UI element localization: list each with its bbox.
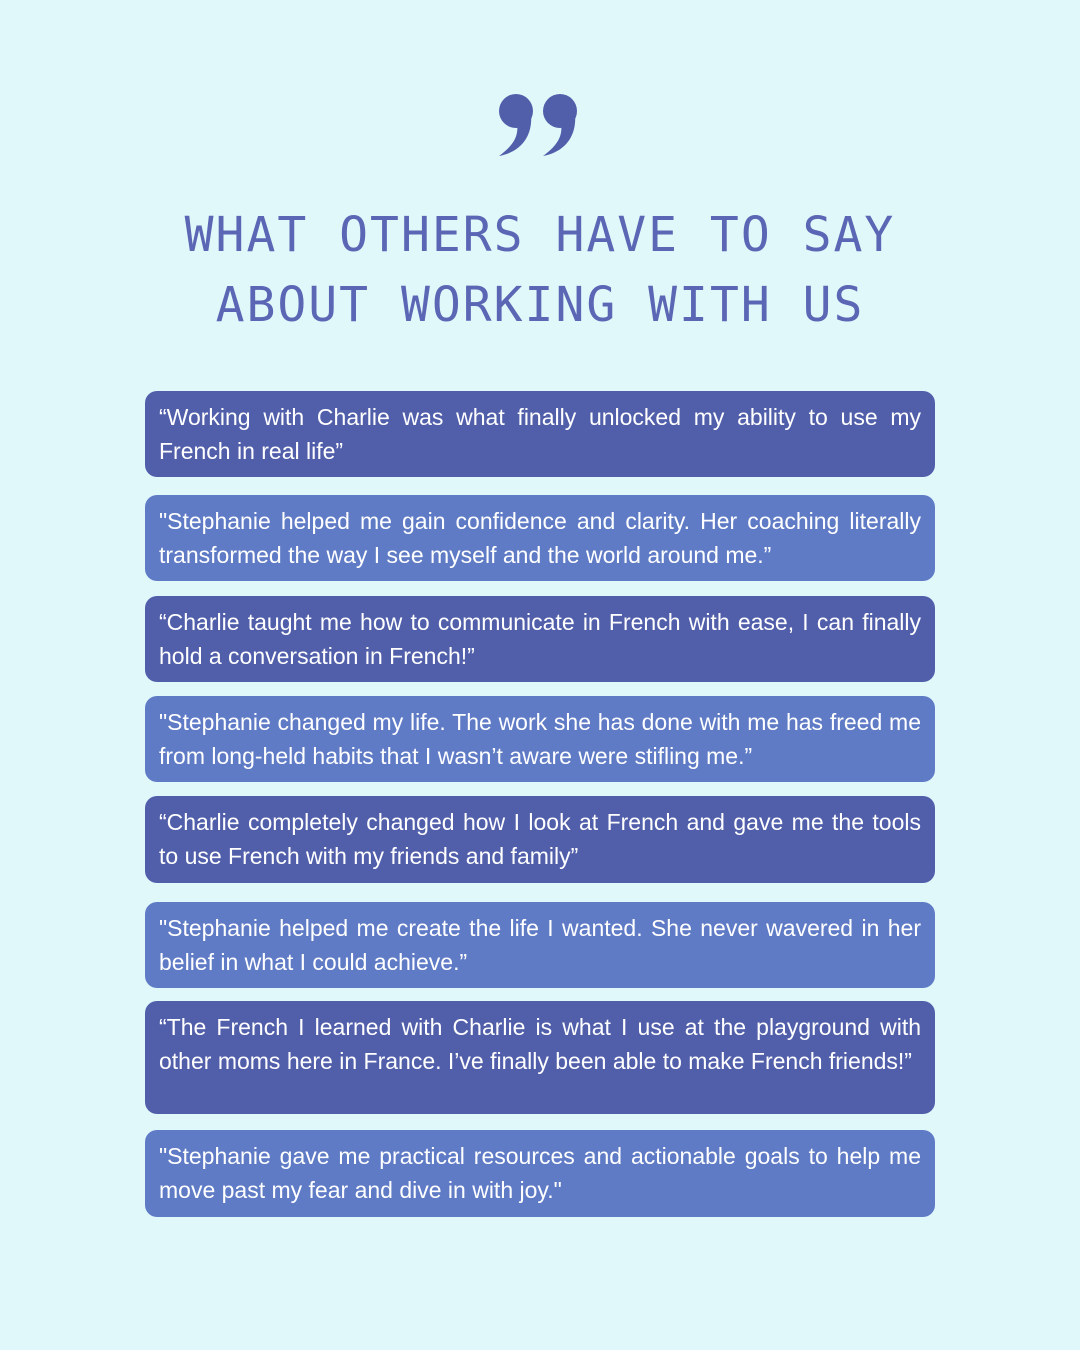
title-line-2: ABOUT WORKING WITH US bbox=[215, 277, 865, 333]
quotation-mark-icon bbox=[0, 92, 1080, 158]
testimonial-card: "Stephanie gave me practical resources and actionable goals to help me move past my fear and dive in with joy." bbox=[145, 1130, 935, 1217]
title-line-1: WHAT OTHERS HAVE TO SAY bbox=[184, 207, 896, 263]
testimonial-card: “Charlie completely changed how I look at French and gave me the tools to use French with my friends and family” bbox=[145, 796, 935, 883]
testimonial-card: “Charlie taught me how to communicate in French with ease, I can finally hold a conversation in French!” bbox=[145, 596, 935, 682]
page-title bbox=[0, 200, 1080, 340]
testimonial-card: “Working with Charlie was what finally unlocked my ability to use my French in real life” bbox=[145, 391, 935, 477]
testimonial-card: "Stephanie changed my life. The work she has done with me has freed me from long-held habits that I wasn’t aware were stifling me.” bbox=[145, 696, 935, 782]
testimonial-card: “The French I learned with Charlie is what I use at the playground with other moms here in France. I’ve finally been able to make French friends!” bbox=[145, 1001, 935, 1114]
testimonial-card: "Stephanie helped me gain confidence and clarity. Her coaching literally transformed the way I see myself and the world around me.” bbox=[145, 495, 935, 581]
testimonial-card: "Stephanie helped me create the life I wanted. She never wavered in her belief in what I could achieve.” bbox=[145, 902, 935, 988]
